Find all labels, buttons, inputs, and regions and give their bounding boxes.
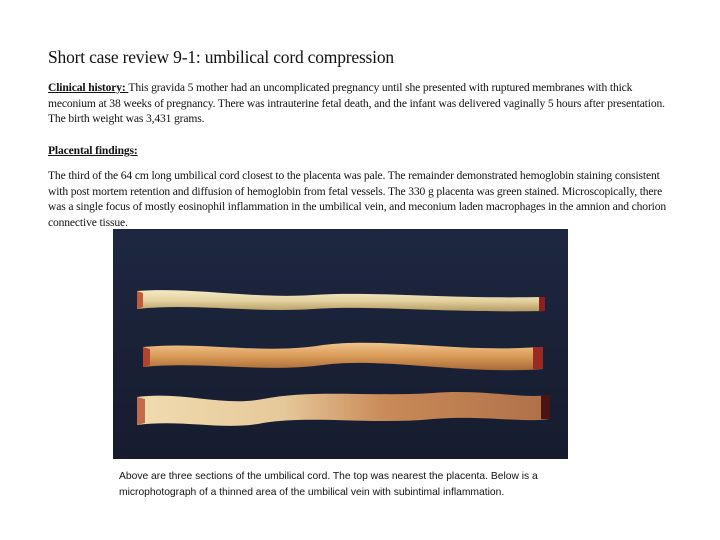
placental-findings-label: Placental findings: [48,144,138,157]
clinical-history-label: Clinical history: [48,81,129,94]
placental-findings-text: The third of the 64 cm long umbilical cord closest to the placenta was pale. The remainder demonstrated hemoglobin staining consistent with post mortem retention and diffusion of hemoglobin from fetal vessels. The 330 g placenta was green stained. Microscopically, there was a single focus of mostly eosinophil inflammation in the umbilical vein, and meconium laden macrophages in the amnion and chorion connective tissue. [48,169,667,229]
photo-caption: Above are three sections of the umbilical cord. The top was nearest the placenta. Below is a microphotograph of a thinned area of the umbilical vein with subintimal inflammation. [119,471,538,498]
umbilical-cord-photo [113,229,568,459]
page-title: Short case review 9-1: umbilical cord compression [48,47,394,67]
clinical-history-paragraph [48,80,678,127]
clinical-history-text: This gravida 5 mother had an uncomplicated pregnancy until she presented with ruptured membranes with thick meconium at 38 weeks of pregnancy. There was intrauterine fetal death, and the infant was delivered vaginally 5 hours after presentation. The birth weight was 3,431 grams. [48,81,665,125]
